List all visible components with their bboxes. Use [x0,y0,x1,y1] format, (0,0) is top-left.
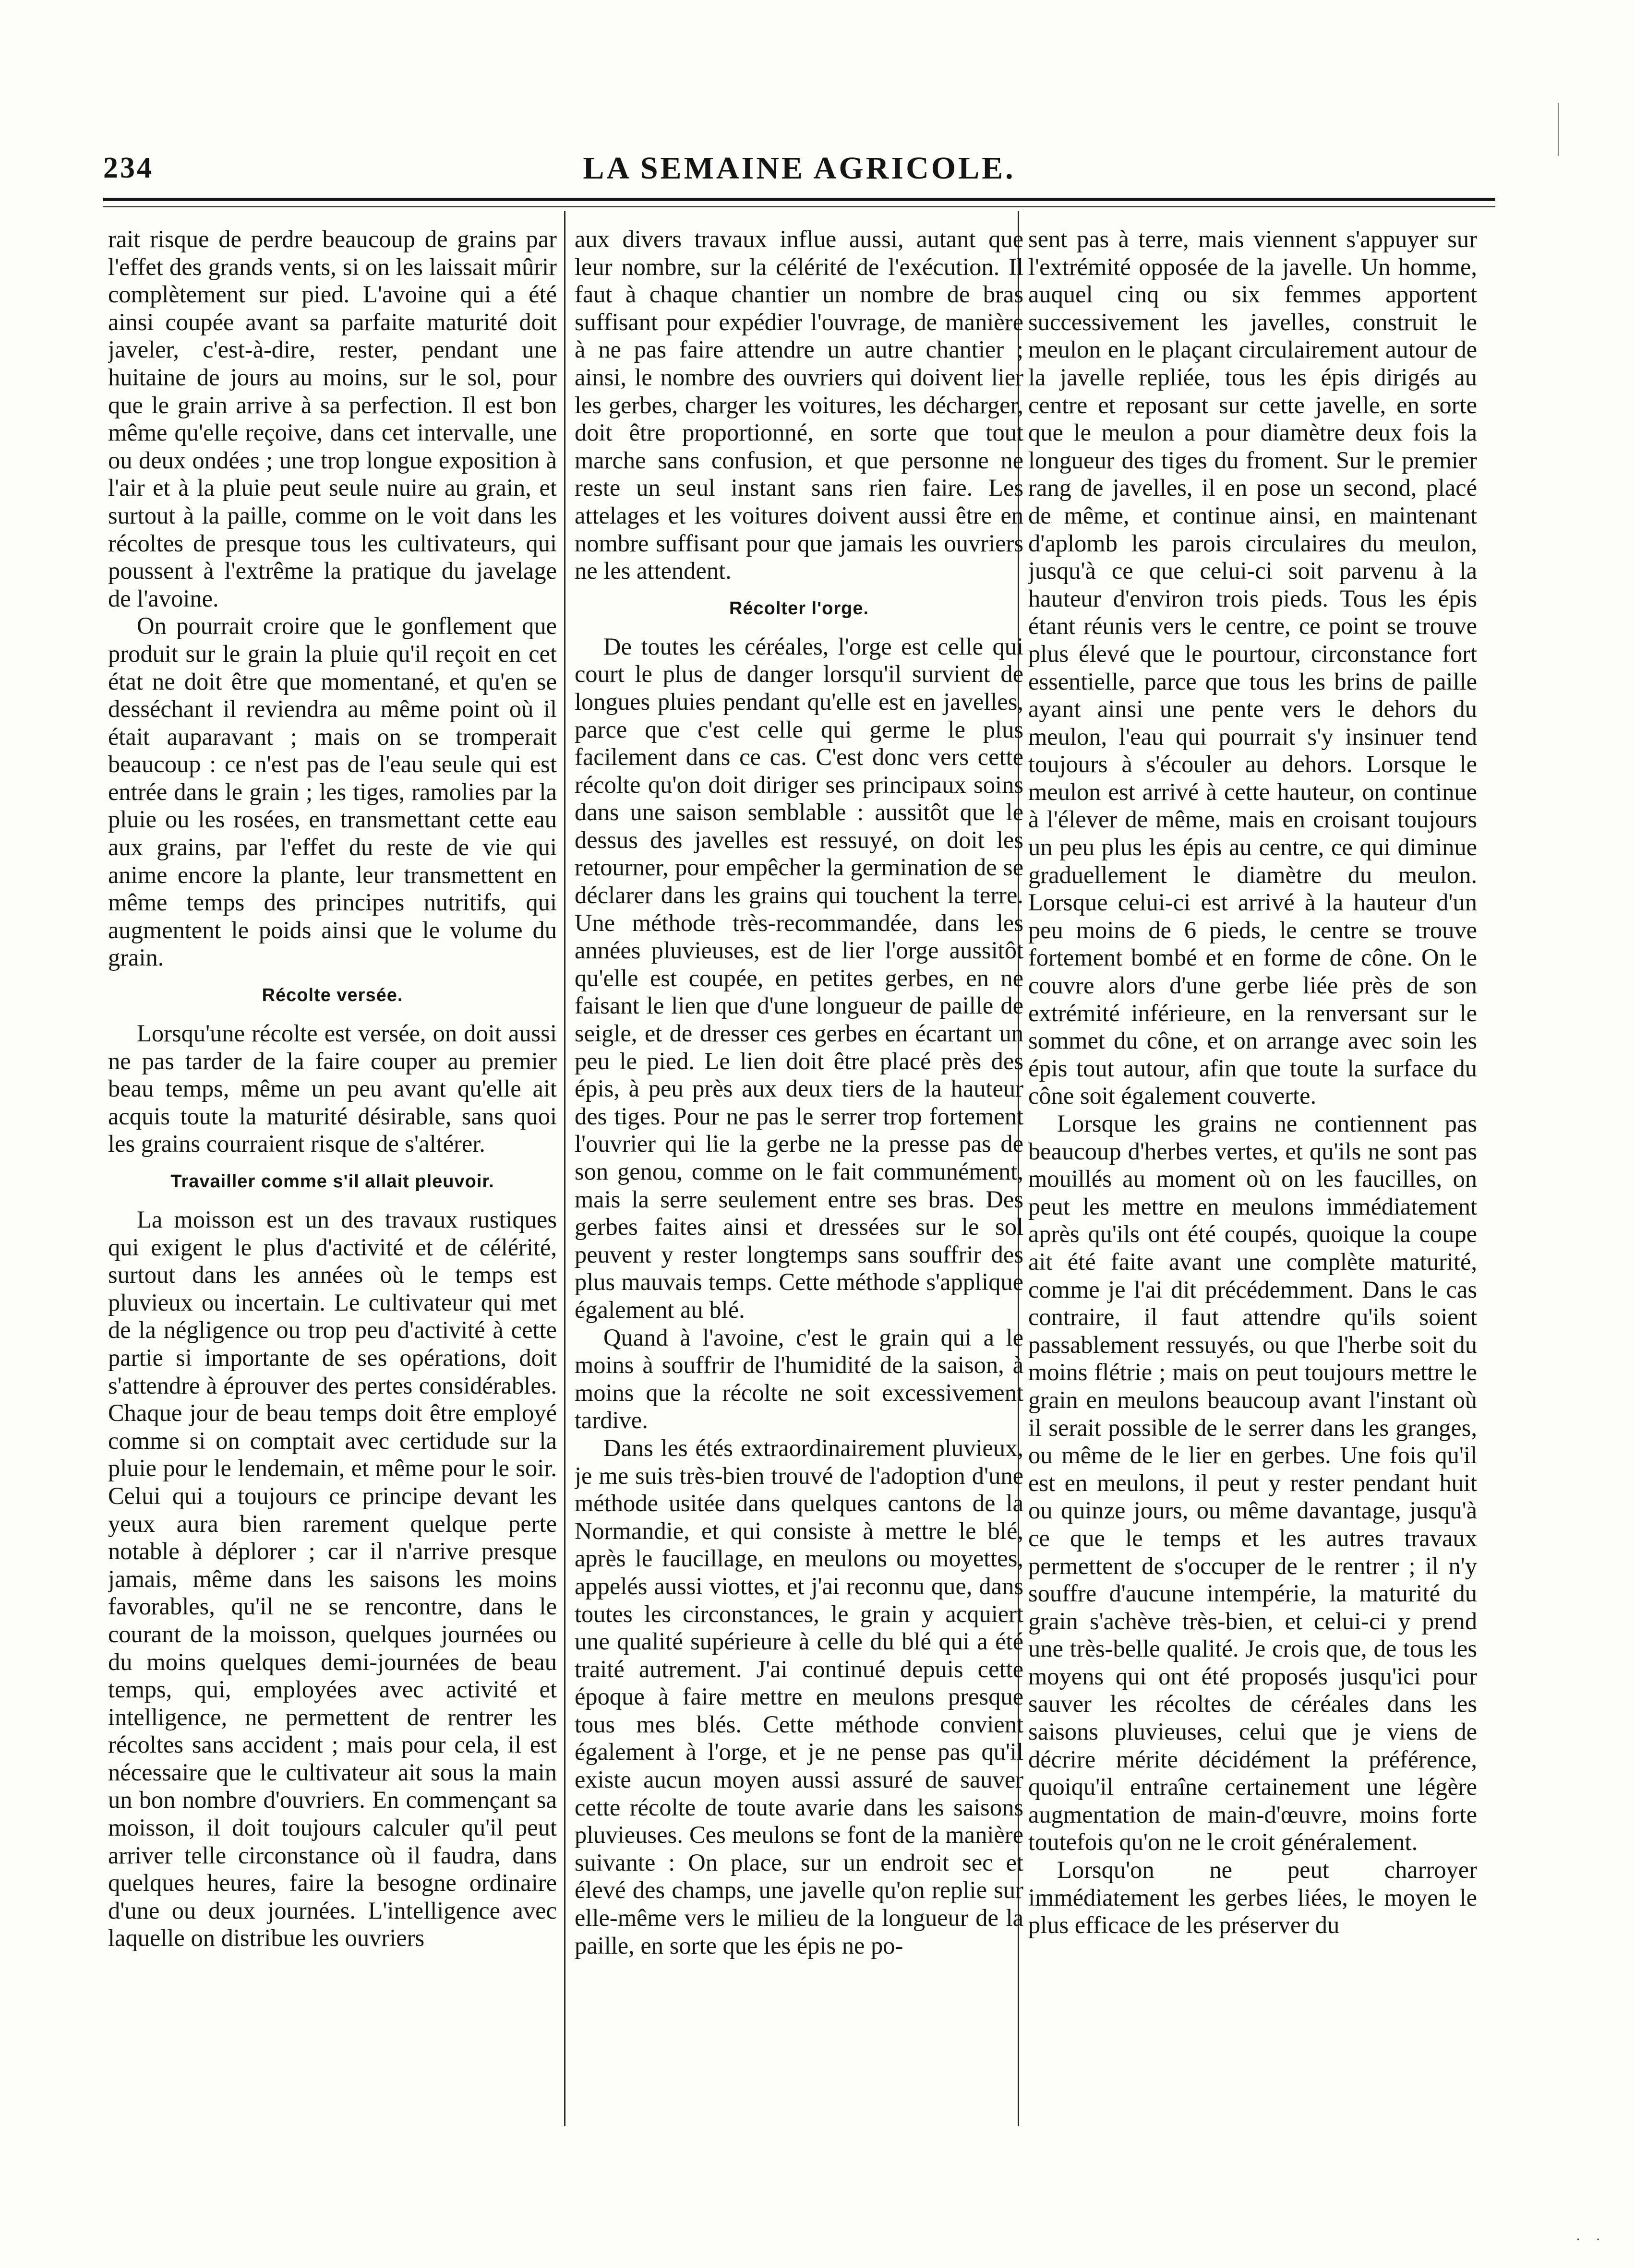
publication-title: LA SEMAINE AGRICOLE. [583,151,1016,186]
print-specks: · · [1575,2232,1606,2247]
paragraph: Lorsqu'on ne peut charroyer immédiatement les gerbes liées, le moyen le plus efficace de les préserver du [1028,1856,1477,1939]
section-heading: Travailler comme s'il allait pleuvoir. [170,1171,494,1192]
paragraph: Lorsque les grains ne contiennent pas beaucoup d'herbes vertes, et qu'ils ne sont pas mouillés au moment où on les faucilles, on peut les mettre en meulons immédiatement après qu'ils ont été coupés, quoique la coupe ait été faite avant une complète maturité, comme je l'ai dit précédemment. Dans le cas contraire, il faut attendre qu'ils soient passablement ressuyés, ou que l'herbe soit du moins flétrie ; mais on peut toujours mettre le grain en meulons beaucoup avant l'instant où il serait possible de le serrer dans les granges, ou même de le lier en gerbes. Une fois qu'il est en meulons, il peut y rester pendant huit ou quinze jours, ou même davantage, jusqu'à ce que le temps et les autres travaux permettent de s'occuper de le rentrer ; il n'y souffre d'aucune intempérie, la maturité du grain s'achève très-bien, et celui-ci y prend une très-belle qualité. Je crois que, de tous les moyens qui ont été proposés jusqu'ici pour sauver les récoltes de céréales dans les saisons pluvieuses, celui que je viens de décrire mérite décidément la préférence, quoiqu'il entraîne certainement une légère augmentation de main-d'œuvre, moins forte toutefois qu'on ne le croit généralement. [1028,1110,1477,1856]
paragraph: aux divers travaux influe aussi, autant que leur nombre, sur la célérité de l'exécution. Il faut à chaque chantier un nombre de bras suffisant pour expédier l'ouvrage, de manière à ne pas faire attendre un autre chantier ; ainsi, le nombre des ouvriers qui doivent lier les gerbes, charger les voitures, les décharger, doit être proportionné, en sorte que tout marche sans confusion, et que personne ne reste un seul instant sans rien faire. Les attelages et les voitures doivent aussi être en nombre suffisant pour que jamais les ouvriers ne les attendent. [575,226,1023,585]
section-heading: Récolter l'orge. [729,598,869,619]
column-divider [564,211,565,2126]
header-rule-thick [103,198,1495,201]
paragraph: Lorsqu'une récolte est versée, on doit aussi ne pas tarder de la faire couper au premier beau temps, même un peu avant qu'elle ait acquis toute la maturité désirable, sans quoi les grains courraient risque de s'altérer. [108,1020,557,1158]
header-rule-thin [103,206,1495,207]
paragraph: On pourrait croire que le gonflement que produit sur le grain la pluie qu'il reçoit en cet état ne doit être que momentané, et qu'en se desséchant il reviendra au même point où il était auparavant ; mais on se tromperait beaucoup : ce n'est pas de l'eau seule qui est entrée dans le grain ; les tiges, ramolies par la pluie ou les rosées, en transmettant cette eau aux grains, par l'effet du reste de vie qui anime encore la plante, leur transmettent en même temps des principes nutritifs, qui augmentent le poids ainsi que le volume du grain. [108,612,557,971]
column-2 [575,226,1023,2126]
paragraph: Dans les étés extraordinairement pluvieux, je me suis très-bien trouvé de l'adoption d'une méthode usitée dans quelques cantons de la Normandie, et qui consiste à mettre le blé, après le faucillage, en meulons ou moyettes, appelés aussi viottes, et j'ai reconnu que, dans toutes les circonstances, le grain y acquiert une qualité supérieure à celle du blé qui a été traité autrement. J'ai continué depuis cette époque à faire mettre en meulons presque tous mes blés. Cette méthode convient également à l'orge, et je ne pense pas qu'il existe aucun moyen aussi assuré de sauver cette récolte de toute avarie dans les saisons pluvieuses. Ces meulons se font de la manière suivante : On place, sur un endroit sec et élevé des champs, une javelle qu'on replie sur elle-même vers le milieu de la longueur de la paille, en sorte que les épis ne po- [575,1434,1023,1959]
column-3 [1028,226,1477,2126]
column-1 [108,226,557,2126]
margin-mark [1558,103,1559,156]
paragraph: Quand à l'avoine, c'est le grain qui a le moins à souffrir de l'humidité de la saison, à moins que la récolte ne soit excessivement tardive. [575,1324,1023,1434]
paragraph: De toutes les céréales, l'orge est celle qui court le plus de danger lorsqu'il survient de longues pluies pendant qu'elle est en javelles, parce que c'est celle qui germe le plus facilement dans ce cas. C'est donc vers cette récolte qu'on doit diriger ses principaux soins dans une saison semblable : aussitôt que le dessus des javelles est ressuyé, on doit les retourner, pour empêcher la germination de se déclarer dans les grains qui touchent la terre. Une méthode très-recommandée, dans les années pluvieuses, est de lier l'orge aussitôt qu'elle est coupée, en petites gerbes, en ne faisant le lien que d'une longueur de paille de seigle, et de dresser ces gerbes en écartant un peu le pied. Le lien doit être placé près des épis, à peu près aux deux tiers de la hauteur des tiges. Pour ne pas le serrer trop fortement l'ouvrier qui lie la gerbe ne la presse pas de son genou, comme on le fait communément, mais la serre seulement entre ses bras. Des gerbes faites ainsi et dressées sur le sol peuvent y rester longtemps sans souffrir des plus mauvais temps. Cette méthode s'applique également au blé. [575,633,1023,1323]
paragraph: rait risque de perdre beaucoup de grains par l'effet des grands vents, si on les laissait mûrir complètement sur pied. L'avoine qui a été ainsi coupée avant sa parfaite maturité doit javeler, c'est-à-dire, rester, pendant une huitaine de jours au moins, sur le sol, pour que le grain arrive à sa perfection. Il est bon même qu'elle reçoive, dans cet intervalle, une ou deux ondées ; une trop longue exposition à l'air et à la pluie peut seule nuire au grain, et surtout à la paille, comme on le voit dans les récoltes de presque tous les cultivateurs, qui poussent à l'extrême la pratique du javelage de l'avoine. [108,226,557,612]
page-number: 234 [103,152,154,184]
paragraph: La moisson est un des travaux rustiques qui exigent le plus d'activité et de célérité, surtout dans les années où le temps est pluvieux ou incertain. Le cultivateur qui met de la négligence ou trop peu d'activité à cette partie si importante de ses opérations, doit s'attendre à éprouver des pertes considérables. Chaque jour de beau temps doit être employé comme si on comptait avec certidude sur la pluie pour le lendemain, et même pour le soir. Celui qui a toujours ce principe devant les yeux aura bien rarement quelque perte notable à déplorer ; car il n'arrive presque jamais, même dans les saisons les moins favorables, qu'il ne se rencontre, dans le courant de la moisson, quelques journées ou du moins quelques demi-journées de beau temps, qui, employées avec activité et intelligence, ne permettent de rentrer les récoltes sans accident ; mais pour cela, il est nécessaire que le cultivateur ait sous la main un bon nombre d'ouvriers. En commençant sa moisson, il doit toujours calculer qu'il peut arriver telle circonstance où il faudra, dans quelques heures, faire la besogne ordinaire d'une ou deux journées. L'intelligence avec laquelle on distribue les ouvriers [108,1206,557,1952]
running-head [103,146,1495,199]
section-heading: Récolte versée. [262,985,403,1006]
paragraph: sent pas à terre, mais viennent s'appuyer sur l'extrémité opposée de la javelle. Un homme, auquel cinq ou six femmes apportent successivement les javelles, construit le meulon en le plaçant circulairement autour de la javelle repliée, tous les épis dirigés au centre et reposant sur cette javelle, en sorte que le meulon a pour diamètre deux fois la longueur des tiges du froment. Sur le premier rang de javelles, il en pose un second, placé de même, et continue ainsi, en maintenant d'aplomb les parois circulaires du meulon, jusqu'à ce que celui-ci soit parvenu à la hauteur d'environ trois pieds. Tous les épis étant réunis vers le centre, ce point se trouve plus élevé que le pourtour, circonstance fort essentielle, parce que tous les brins de paille ayant ainsi une pente vers le dehors du meulon, l'eau qui pourrait s'y insinuer tend toujours à s'écouler au dehors. Lorsque le meulon est arrivé à cette hauteur, on continue à l'élever de même, mais en croisant toujours un peu plus les épis au centre, ce qui diminue graduellement le diamètre du meulon. Lorsque celui-ci est arrivé à la hauteur d'un peu moins de 6 pieds, le centre se trouve fortement bombé et en forme de cône. On le couvre alors d'une gerbe liée près de son extrémité inférieure, en la renversant sur le sommet du cône, et on arrange avec soin les épis tout autour, afin que toute la surface du cône soit également couverte. [1028,226,1477,1110]
